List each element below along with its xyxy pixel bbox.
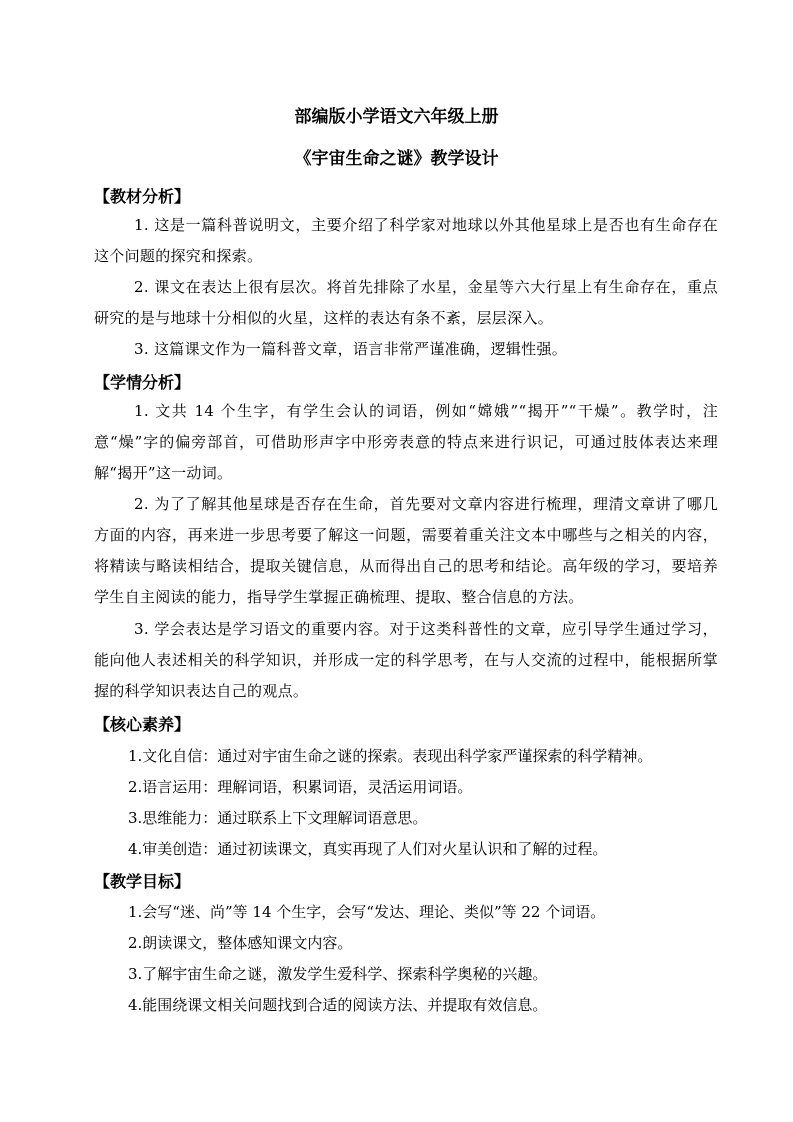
section-heading-learner-analysis: 【学情分析】 [94,373,191,392]
paragraph: 1. 文共 14 个生字，有学生会认的词语，例如“嫦娥”“揭开”“干燥”。教学时，注意“燥”字的偏旁部首，可借助形声字中形旁表意的特点来进行识记，可通过肢体表达来理解“揭开”这一动词。 [94,402,718,482]
section-heading-textbook-analysis: 【教材分析】 [94,187,191,206]
document-title: 部编版小学语文六年级上册 [294,107,499,127]
list-item: 1.文化自信：通过对宇宙生命之谜的探索。表现出科学家严谨探索的科学精神。 [128,747,653,765]
section-heading-core-literacy: 【核心素养】 [94,715,191,734]
list-item: 2.朗读课文，整体感知课文内容。 [128,934,353,952]
paragraph: 3. 这篇课文作为一篇科普文章，语言非常严谨准确，逻辑性强。 [134,340,568,358]
paragraph: 3. 学会表达是学习语文的重要内容。对于这类科普性的文章，应引导学生通过学习，能向他人表述相关的科学知识，并形成一定的科学思考，在与人交流的过程中，能根据所掌握的科学知识表达自己的观点。 [94,620,718,700]
list-item: 2.语言运用：理解词语，积累词语，灵活运用词语。 [128,778,473,796]
paragraph: 2. 为了了解其他星球是否存在生命，首先要对文章内容进行梳理，理清文章讲了哪几方面的内容，再来进一步思考要了解这一问题，需要着重关注文本中哪些与之相关的内容，将精读与略读相结合，提取关键信息，从而得出自己的思考和结论。高年级的学习，要培养学生自主阅读的能力，指导学生掌握正确梳理、提取、整合信息的方法。 [94,495,718,606]
list-item: 3.了解宇宙生命之谜，激发学生爱科学、探索科学奥秘的兴趣。 [128,965,548,983]
list-item: 4.审美创造：通过初读课文，真实再现了人们对火星认识和了解的过程。 [128,840,608,858]
paragraph: 1. 这是一篇科普说明文，主要介绍了科学家对地球以外其他星球上是否也有生命存在这个问题的探究和探索。 [94,216,718,265]
list-item: 3.思维能力：通过联系上下文理解词语意思。 [128,809,428,827]
list-item: 1.会写“迷、尚”等 14 个生字，会写“发达、理论、类似”等 22 个词语。 [128,903,606,921]
document-subtitle: 《宇宙生命之谜》教学设计 [294,149,499,169]
paragraph: 2. 课文在表达上很有层次。将首先排除了水星，金星等六大行星上有生命存在，重点研究的是与地球十分相似的火星，这样的表达有条不紊，层层深入。 [94,278,718,327]
list-item: 4.能围绕课文相关问题找到合适的阅读方法、并提取有效信息。 [128,996,548,1014]
section-heading-teaching-objectives: 【教学目标】 [94,872,191,891]
